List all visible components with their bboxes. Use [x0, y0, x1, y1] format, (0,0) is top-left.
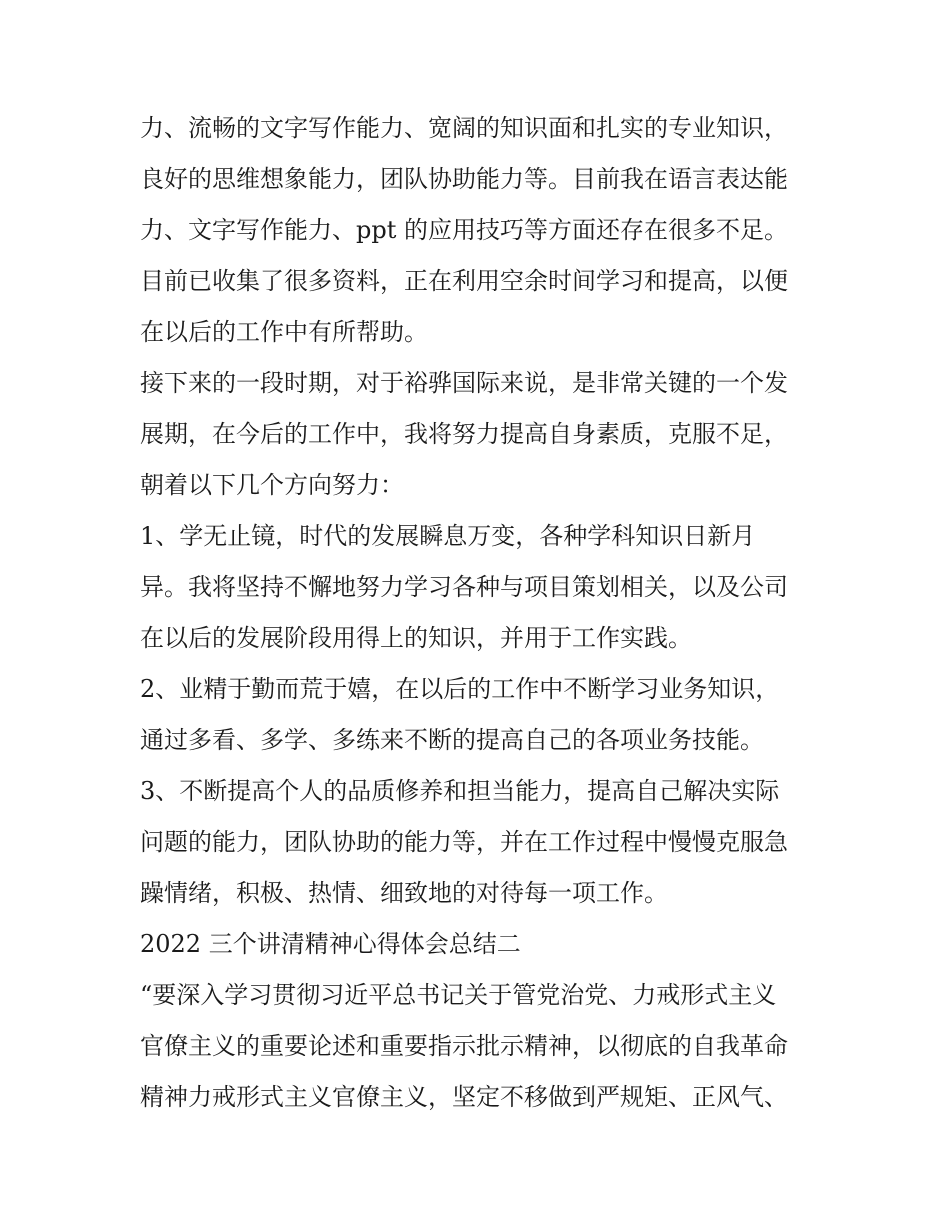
text-line: 朝着以下几个方向努力： [140, 471, 404, 499]
text-line: 精神力戒形式主义官僚主义，坚定不移做到严规矩、正风气、 [140, 1083, 788, 1111]
text-line: 目前已收集了很多资料，正在利用空余时间学习和提高，以便 [140, 267, 788, 295]
text-line: 力、文字写作能力、ppt 的应用技巧等方面还存在很多不足。 [140, 216, 788, 244]
text-line: 力、流畅的文字写作能力、宽阔的知识面和扎实的专业知识， [140, 114, 788, 142]
list-item-1-line: 1、学无止镜，时代的发展瞬息万变，各种学科知识日新月 [140, 522, 756, 550]
text-line: 在以后的发展阶段用得上的知识，并用于工作实践。 [140, 624, 692, 652]
text-line: 展期，在今后的工作中，我将努力提高自身素质，克服不足， [140, 420, 788, 448]
text-line: 良好的思维想象能力，团队协助能力等。目前我在语言表达能 [140, 165, 788, 193]
list-item-2-line: 2、业精于勤而荒于嬉，在以后的工作中不断学习业务知识， [140, 675, 780, 703]
text-line: 在以后的工作中有所帮助。 [140, 318, 428, 346]
section-heading: 2022 三个讲清精神心得体会总结二 [140, 930, 521, 958]
text-line: 躁情绪，积极、热情、细致地的对待每一项工作。 [140, 879, 668, 907]
text-line: 问题的能力，团队协助的能力等，并在工作过程中慢慢克服急 [140, 828, 788, 856]
text-line: 接下来的一段时期，对于裕骅国际来说，是非常关键的一个发 [140, 369, 788, 397]
document-body [140, 103, 820, 1123]
text-line: “要深入学习贯彻习近平总书记关于管党治党、力戒形式主义 [140, 981, 777, 1009]
text-line: 异。我将坚持不懈地努力学习各种与项目策划相关，以及公司 [140, 573, 788, 601]
text-line: 通过多看、多学、多练来不断的提高自己的各项业务技能。 [140, 726, 764, 754]
text-line: 官僚主义的重要论述和重要指示批示精神，以彻底的自我革命 [140, 1032, 788, 1060]
list-item-3-line: 3、不断提高个人的品质修养和担当能力，提高自己解决实际 [140, 777, 780, 805]
